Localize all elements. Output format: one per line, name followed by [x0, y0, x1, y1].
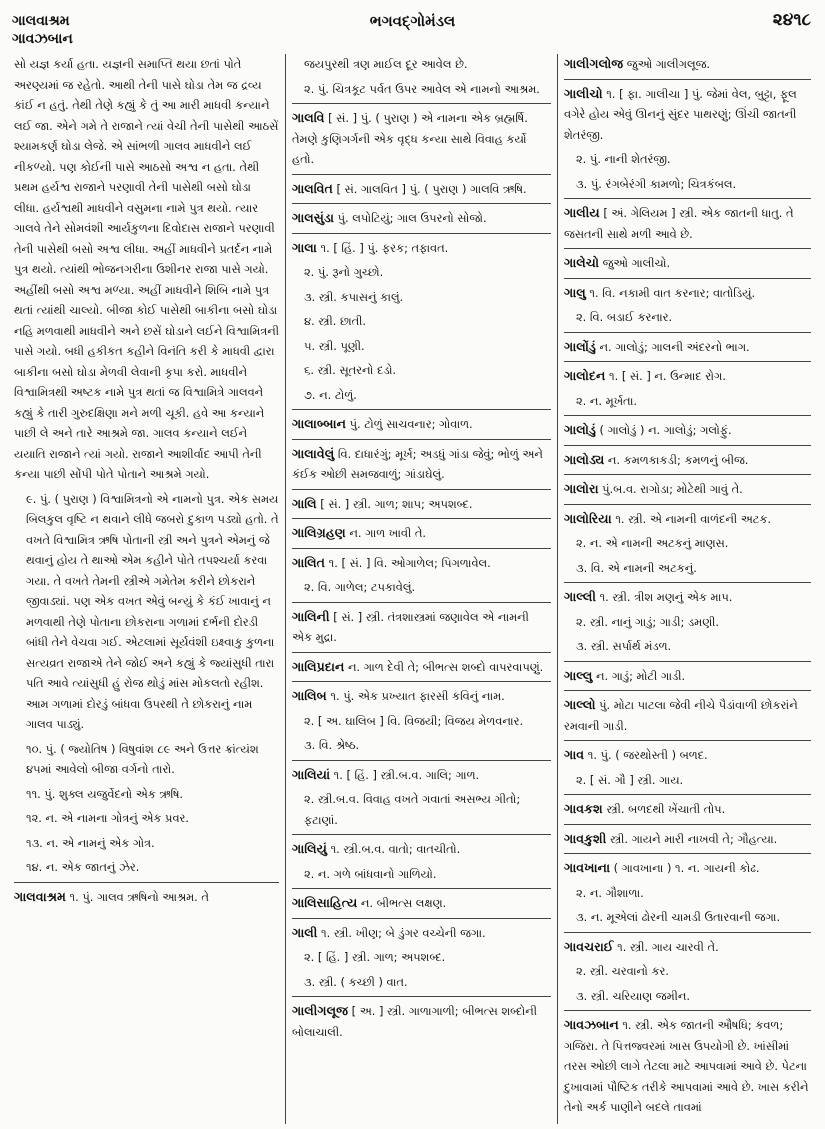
- entry-galiyu: [292, 839, 551, 860]
- entry-gavkushi: [564, 829, 811, 850]
- headword: ગાલોરિયા: [564, 510, 612, 526]
- headword: ગાલ્લી: [564, 589, 596, 604]
- definition: [ અ. ] સ્ત્રી. ગાળાગાળી; બીભત્સ શબ્દોની બોલાચાલી.: [292, 1004, 537, 1039]
- entry-divider: [292, 602, 551, 603]
- sense-2: ૨. વિ. ગાળેલ; ટપકાવેલું.: [304, 580, 416, 594]
- entry-galvashram: [14, 887, 279, 908]
- entry-galabban: [292, 414, 551, 435]
- entry-gavkash: [564, 799, 811, 820]
- headword: ગાલોદન: [564, 368, 606, 383]
- entry-divider: [564, 661, 811, 662]
- sense-3: ૩. સ્ત્રી. ( કચ્છી ) વાત.: [304, 974, 408, 989]
- entry-divider: [564, 582, 811, 583]
- headword: ગાલિયાં: [292, 766, 331, 782]
- dictionary-title: ભગવદ્ગોમંડલ: [369, 12, 456, 30]
- entry-galipradan: [292, 657, 551, 678]
- definition: [ અં. ગેલિયમ ] સ્ત્રી. એક જાતની ધાતુ. તે જસતની સાથે મળી આવે છે.: [564, 206, 794, 241]
- entry-divider: [292, 681, 551, 682]
- entry-gala: [292, 238, 551, 259]
- sense-2: ૨. સ્ત્રી.બ.વ. વિવાહ વખતે ગવાતાં અસભ્ય ગીતો; ફટાણાં.: [304, 792, 521, 827]
- headword: ગાલાવેલું: [292, 445, 335, 461]
- entry-divider: [564, 278, 811, 279]
- headword: ગાલાબ્બાન: [292, 416, 346, 431]
- definition: ૧. વિ. નકામી વાત કરનાર; વાતોડિયું.: [585, 285, 756, 300]
- entry-divider: [564, 824, 811, 825]
- headword: ગાલેચો: [564, 255, 600, 270]
- headword: ગાવકુશી: [564, 830, 607, 846]
- entry-divider: [564, 198, 811, 199]
- definition: ૧. સ્ત્રી. ત્રીશ મણનું એક માપ.: [595, 590, 733, 604]
- sense-14: ૧૪. ન. એક જાતનું ઝેર.: [26, 860, 140, 874]
- entry-divider: [292, 548, 551, 549]
- entry-divider: [292, 489, 551, 490]
- definition: જુઓ ગાલીચો.: [599, 256, 671, 270]
- entry-divider: [14, 882, 279, 883]
- entry-divider: [292, 439, 551, 440]
- page-header: [8, 6, 817, 54]
- entry-galodya: [564, 450, 811, 471]
- entry-divider: [564, 794, 811, 795]
- headword: ગાલા: [292, 239, 317, 255]
- headword: ગાલીગલૂજ: [292, 1003, 349, 1018]
- entry-galoriya: [564, 509, 811, 530]
- sense-3: ૩. પું. રંગબેરંગી કામળો; ચિત્રકંબલ.: [576, 176, 737, 191]
- entry-divider: [292, 652, 551, 653]
- entry-divider: [564, 332, 811, 333]
- definition: ન. ગાળ દેવી તે; બીભત્સ શબ્દો વાપરવાપણું.: [344, 659, 544, 674]
- entry-divider: [564, 79, 811, 80]
- entry-gav: [564, 745, 811, 766]
- entry-divider: [564, 1010, 811, 1011]
- headword: ગાવઝબાન: [564, 1017, 619, 1032]
- entry-galavi: [292, 108, 551, 170]
- definition: [ સં. ] પું. ( પુરાણ ) એ નામના એક બ્રહ્મર્ષિ. તેમણે કુણિગર્ગની એક વૃદ્ધ કન્યા સાથે વિવાહ કર્યો હતો.: [292, 111, 528, 166]
- entry-continuation: સો યજ્ઞ કર્યા હતા. યજ્ઞની સમાપ્તિ થયા છતાં પોતે અરણ્યમાં જ રહેતો. આથી તેની પાસે ઘોડા તેમ જ દ્રવ્ય કાંઈ ન હતું. તેથી તેણે કહ્યું કે તું આ મારી માધવી કન્યાને લઈ જા. એને ગમે તે રાજાને ત્યાં વેચી તેની પાસેથી આઠસેં શ્યામકર્ણ ઘોડા લેજે. એ સાંભળી ગાલવ માધવીને લઈ નીકળ્યો. પણ કોઈની પાસે આઠસો અશ્વ ન હતા. તેથી પ્રથમ હર્યશ્વ રાજાને પરણાવી તેની પાસેથી બસો ઘોડા લીધા. હર્યશ્વથી માધવીને વસુમના નામે પુત્ર થયો. ત્યાર ગાલવે તેને સોમવંશી આર્યકુળના દિવોદાસ રાજાને પરણાવી તેની પાસેથી બસો અશ્વ લીધા. અહીં માધવીને પ્રતર્દન નામે પુત્ર થયો. ત્યાંથી ભોજનગરીના ઉશીનર રાજા પાસે ગયો. અહીંથી બસો અશ્વ મળ્યા. અહીં માધવીને શિબિ નામે પુત્ર થતાં ત્યાંથી ચાલ્યો. બીજા કોઈ પાસેથી બાકીના બસો ઘોડા નહિ મળવાથી માધવીને અને છસેં ઘોડાને લઈને વિશ્વામિત્રની પાસે ગયો. બધી હકીકત કહીને વિનંતિ કરી કે માધવી દ્વારા બાકીના બસો ઘોડા મેળવી લેવાની કૃપા કરો. માધવીને વિશ્વામિત્રથી અષ્ટક નામે પુત્ર થતાં જ વિશ્વામિત્રે ગાલવને કહ્યું કે તારી ગુરુદક્ષિણા મને મળી ચૂકી. હવે આ કન્યાને પાછી લે અને તારે આશ્રમે જા. ગાલવ કન્યાને લઈને યયાતિ રાજાને ત્યાં ગયો. રાજાને આશીર્વાદ આપી તેની કન્યા પાછી સોંપી પોતે પોતાને આશ્રમે ગયો.: [14, 57, 279, 481]
- sense-2: ૨. પું. ચિત્રકૂટ પર્વત ઉપર આવેલ એ નામનો આશ્રમ.: [304, 81, 540, 96]
- headword: ગાલિત: [292, 554, 325, 570]
- definition: પું. ટોળું સાચવનાર; ગોવાળ.: [345, 417, 473, 431]
- headword: ગાલોડ્ય: [564, 451, 605, 467]
- column-1: [8, 54, 286, 1124]
- definition: વિ. દાધારંગું; મૂર્ખ; અડધું ગાંડા જેવું; ભોળું અને કંઈક ઓછી સમજવાળું; ગાંડાઘેલું.: [292, 446, 543, 481]
- definition: ૧. પું. ( જરથોસ્તી ) બળદ.: [584, 748, 708, 762]
- sense-2: ૨. [ સં. ગૌ ] સ્ત્રી. ગાય.: [576, 772, 684, 787]
- headword: ગાલિપ્રદાન: [292, 658, 345, 674]
- entry-divider: [564, 445, 811, 446]
- sense-2: ૨. [ હિં. ] સ્ત્રી. ગાળ; અપશબ્દ.: [304, 950, 446, 964]
- entry-galiy: [564, 203, 811, 244]
- definition: ન. ગાળ ખાવી તે.: [345, 526, 427, 540]
- headword: ગાલવાશ્રમ: [14, 888, 66, 904]
- headword: ગાલિગ્રહણ: [292, 525, 346, 540]
- column-2: [286, 54, 558, 1124]
- definition: ૧. સ્ત્રી. એ નામની વાળંદની અટક.: [611, 511, 772, 526]
- entry-galicho: [564, 84, 811, 146]
- headword: ગાલસુંડા: [292, 210, 335, 225]
- sense-5: ૫. સ્ત્રી. પૂણી.: [304, 338, 365, 353]
- entry-galecho: [564, 253, 811, 274]
- entry-galora: [564, 479, 811, 500]
- definition: ૧. સ્ત્રી. એક જાતની ઔષધિ; કવળ; ગજિરા. તે પિત્તજ્વરમાં ખાસ ઉપયોગી છે. ખાંસીમાં તરસ ઓછી લાગે તેટલા માટે આપવામાં આવે છે. પેટના દુખાવામાં પૌષ્ટિક તરીકે આપવામાં આવે છે. ખાસ કરીને તેનો અર્ક પાણીને બદલે તાવમાં: [564, 1018, 809, 1114]
- headword: ગાલીય: [564, 205, 600, 220]
- entry-galu: [564, 283, 811, 304]
- entry-divider: [564, 248, 811, 249]
- definition: ન. ગાલોડું; ગાલની અંદરનો ભાગ.: [595, 339, 750, 354]
- entry-divider: [292, 174, 551, 175]
- definition: ૧. [ સં. ] વિ. ઓગાળેલ; પિગળાવેલ.: [325, 555, 491, 570]
- entry-gavzaban: [564, 1015, 811, 1118]
- entry-divider: [292, 760, 551, 761]
- headword: ગાલીગલોજ: [564, 56, 624, 71]
- definition: ૧. [ સં. ] ન. ઉન્માદ રોગ.: [605, 369, 726, 383]
- definition: ૧. સ્ત્રી. ખીણ; બે ડુંગર વચ્ચેની જગા.: [317, 925, 486, 940]
- headword: ગાલિસાહિત્ય: [292, 895, 358, 910]
- entry-divider: [292, 103, 551, 104]
- entry-galondu: [564, 337, 811, 358]
- headword: ગાલુ: [564, 284, 586, 300]
- sense-2: ૨. વિ. બડાઈ કરનાર.: [576, 310, 673, 324]
- definition: ન. કમળકાકડી; કમળનું બીજ.: [604, 452, 749, 467]
- entry-continuation: જયપુરથી ત્રણ માઈલ દૂર આવેલ છે.: [304, 57, 468, 71]
- definition: [ સં. ] સ્ત્રી. ગાળ; શાપ; અપશબ્દ.: [316, 496, 473, 511]
- entry-divider: [564, 690, 811, 691]
- entry-divider: [564, 415, 811, 416]
- entry-gavkhana: [564, 858, 811, 879]
- headword: ગાલવિ: [292, 110, 325, 125]
- headword: ગાલોરા: [564, 481, 599, 496]
- definition: પું. મોટા પાટલા જેવી નીચે પૈડાંવાળી છોકરાંને રમવાની ગાડી.: [564, 698, 798, 733]
- guide-word-last: ગાવઝબાન: [12, 31, 73, 47]
- entry-divider: [292, 233, 551, 234]
- definition: સ્ત્રી. બળદથી ખેંચાતી તોપ.: [602, 802, 726, 816]
- entry-divider: [292, 409, 551, 410]
- sense-7: ૭. ન. ટોળું.: [304, 387, 357, 402]
- entry-galli: [564, 587, 811, 608]
- definition: ૧. સ્ત્રી.બ.વ. વાતો; વાતચીતો.: [326, 842, 461, 856]
- sense-4: ૪. સ્ત્રી. છાતી.: [304, 314, 367, 328]
- sense-2: ૨. ન. મૂર્ખતા.: [576, 393, 638, 408]
- sense-3: ૩. વિ. શ્રેષ્ઠ.: [304, 738, 360, 752]
- sense-9: ૯. પું. ( પુરાણ ) વિશ્વામિત્રનો એ નામનો પુત્ર. એક સમય બિલકુલ વૃષ્ટિ ન થવાને લીધે જબરો દુકાળ પડ્યો હતો. તે વખતે વિશ્વામિત્ર ઋષિ પોતાની સ્ત્રી અને પુત્રને એમનું જે થવાનું હોય તે થાઓ એમ કહીને પોતે તપશ્ચર્યા કરવા ગયા. તે વખતે તેમની સ્ત્રીએ ગમેતેમ કરીને છોકરાને જીવાડ્યાં. પણ એક વખત એવું બન્યું કે કંઈ ખાવાનું ન મળવાથી તેણે પોતાના છોકરાના ગળામાં દર્ભની દોરડી બાંધી તેને વેચવા ગઈ. એટલામાં સૂર્યવંશી ઇક્ષ્વાકુ કુળના સત્યવ્રત રાજાએ તેને જોઈ અને કહ્યું કે જ્યાંસુધી તારા પતિ આવે ત્યાંસુધી હું રોજ થોડું માંસ મોકલતો રહીશ. આમ ગળામાં દોરડું બાંધવા ઉપરથી તે છોકરાનું નામ ગાલવ પાડ્યું.: [26, 491, 279, 731]
- headword: ગાલ્લુ: [564, 667, 593, 683]
- entry-gali: [292, 494, 551, 515]
- headword: ગાલી: [292, 924, 318, 940]
- headword: ગાવચરાઈ: [564, 938, 614, 954]
- definition: પું. લપોટિયું; ગાલ ઉપરનો સોજો.: [334, 211, 487, 225]
- definition: ૧. પું. ગાલવ ઋષિનો આશ્રમ. તે: [65, 889, 209, 904]
- definition: ૧. [ હિં. ] પું. ફરક; તફાવત.: [316, 240, 449, 255]
- sense-2: ૨. ન. ગૌશાળા.: [576, 885, 644, 900]
- headword: ગાલિની: [292, 608, 330, 624]
- sense-2: ૨. પું. નાની શેતરંજી.: [576, 152, 671, 166]
- headword: ગાલીચો: [564, 85, 603, 101]
- definition: ૧. [ ફા. ગાલીચા ] પું. જેમાં વેલ, બુટ્ટા, ફૂલ વગેરે હોય એવું ઊનનું સુંદર પાથરણું; ઊંચી જાતની શેતરંજી.: [564, 86, 797, 142]
- definition: ( ગાવખાના ) ૧. ન. ગાયની કોઢ.: [610, 861, 760, 875]
- entry-galini: [292, 607, 551, 648]
- entry-divider: [292, 834, 551, 835]
- sense-3: ૩. સ્ત્રી. કપાસનું કાલું.: [304, 289, 404, 304]
- entry-divider: [564, 740, 811, 741]
- guide-word-first: ગાલવાશ્રમ: [12, 13, 70, 29]
- definition: ન. ગાડું; મોટી ગાડી.: [592, 668, 686, 683]
- headword: ગાવ: [564, 747, 585, 762]
- headword: ગાલિયું: [292, 841, 327, 856]
- entry-galodan: [564, 366, 811, 387]
- entry-galigrahan: [292, 523, 551, 544]
- sense-2: ૨. ન. એ નામની અટકનું માણસ.: [576, 536, 729, 550]
- entry-galodu: [564, 420, 811, 441]
- page-number: ૨૪૧૮: [772, 10, 811, 30]
- definition: ન. બીભત્સ લક્ષણ.: [357, 896, 447, 910]
- sense-2: ૨. [ અ. ઘાલિબ ] વિ. વિજયી; વિજય મેળવનાર.: [304, 713, 524, 728]
- entry-divider: [292, 888, 551, 889]
- headword: ગાલ્લો: [564, 697, 596, 712]
- headword: ગાલોંડું: [564, 338, 596, 354]
- entry-galsunda: [292, 208, 551, 229]
- entry-galavit: [292, 179, 551, 200]
- entry-galit: [292, 553, 551, 574]
- headword: ગાલોડું: [564, 422, 596, 437]
- definition: જુઓ ગાલીગલૂજ.: [623, 57, 710, 71]
- definition: સ્ત્રી. ગાયને મારી નાખવી તે; ગૌહત્યા.: [606, 831, 778, 846]
- column-3: [558, 54, 817, 1124]
- entry-divider: [564, 853, 811, 854]
- entry-galiyan: [292, 765, 551, 786]
- headword: ગાવકશ: [564, 801, 603, 816]
- sense-2: ૨. સ્ત્રી. ચરવાનો કર.: [576, 964, 670, 978]
- entry-galib: [292, 686, 551, 707]
- entry-gallo: [564, 695, 811, 736]
- entry-gallu: [564, 666, 811, 687]
- entry-gali-valley: [292, 923, 551, 944]
- entry-divider: [564, 932, 811, 933]
- entry-columns: [8, 54, 817, 1124]
- entry-divider: [292, 918, 551, 919]
- entry-galavelu: [292, 444, 551, 485]
- definition: ૧. [ હિં. ] સ્ત્રી.બ.વ. ગાલિ; ગાળ.: [330, 767, 480, 782]
- definition: ( ગાલોડું ) ન. ગાલોડું; ગલોફું.: [595, 423, 732, 437]
- sense-3: ૩. સ્ત્રી. સર્પાર્થ મંડળ.: [576, 639, 672, 653]
- entry-divider: [292, 518, 551, 519]
- sense-11: ૧૧. પું. શુક્લ યજુર્વેદનો એક ઋષિ.: [26, 786, 184, 801]
- sense-2: ૨. સ્ત્રી. નાનું ગાડું; ગાડી; ડમણી.: [576, 614, 720, 629]
- sense-2: ૨. ન. ગળે બાંધવાનો ગાળિયો.: [304, 866, 437, 881]
- definition: ૧. સ્ત્રી. ગાય ચારવી તે.: [613, 939, 719, 954]
- headword: ગાલિ: [292, 495, 317, 511]
- definition: [ સં. ] સ્ત્રી. તંત્રશાસ્ત્રમાં જણાવેલ એ નામની એક મુદ્રા.: [292, 609, 529, 644]
- sense-3: ૩. ન. મૂએલાં ઢોરની ચામડી ઉતારવાની જગા.: [576, 910, 781, 924]
- sense-10: ૧૦. પું. ( જ્યોતિષ ) વિષુવાંશ ૮૯ અને ઉત્તર ક્રાંત્યંશ ૪૫માં આવેલો બીજા વર્ગનો તારો.: [26, 741, 259, 776]
- sense-2: ૨. પું. રૂનો ગુચ્છો.: [304, 265, 384, 279]
- entry-galigaluj: [292, 1001, 551, 1042]
- entry-galisahitya: [292, 893, 551, 914]
- sense-3: ૩. વિ. એ નામની અટકનું.: [576, 560, 697, 575]
- sense-6: ૬. સ્ત્રી. સૂતરનો દડો.: [304, 363, 397, 377]
- sense-12: ૧૨. ન. એ નામના ગોત્રનું એક પ્રવર.: [26, 811, 190, 825]
- sense-13: ૧૩. ન. એ નામનું એક ગોત્ર.: [26, 835, 155, 850]
- entry-divider: [564, 504, 811, 505]
- entry-gavcharai: [564, 937, 811, 958]
- entry-divider: [292, 996, 551, 997]
- headword: ગાવખાના: [564, 860, 611, 875]
- definition: [ સં. ગાલવિત ] પું. ( પુરાણ ) ગાલવિ ઋષિ.: [332, 181, 527, 196]
- headword: ગાલવિત: [292, 180, 333, 196]
- entry-divider: [564, 474, 811, 475]
- sense-3: ૩. સ્ત્રી. ચરિયાણ જમીન.: [576, 988, 690, 1003]
- headword: ગાલિબ: [292, 688, 327, 703]
- definition: પું.બ.વ. રાગોડા; મોટેથી ગાવું તે.: [598, 482, 743, 496]
- entry-divider: [292, 203, 551, 204]
- entry-galigaloj: [564, 54, 811, 75]
- definition: ૧. પું. એક પ્રખ્યાત ફારસી કવિનું નામ.: [326, 689, 505, 703]
- entry-divider: [564, 361, 811, 362]
